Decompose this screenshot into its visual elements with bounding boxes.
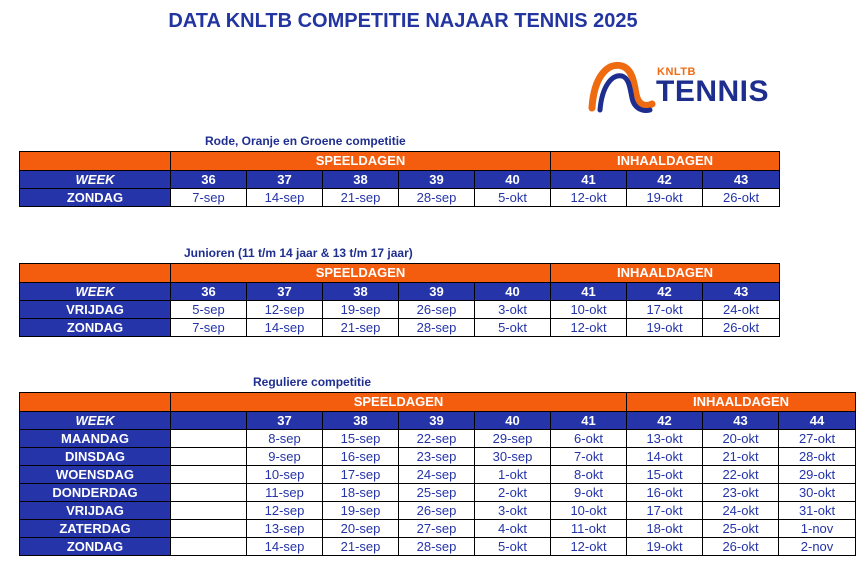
empty-cell bbox=[171, 430, 247, 448]
date-cell: 31-okt bbox=[779, 502, 856, 520]
date-cell: 23-okt bbox=[703, 484, 779, 502]
week-number: 38 bbox=[323, 412, 399, 430]
date-cell: 9-sep bbox=[247, 448, 323, 466]
inhaaldagen-header: INHAALDAGEN bbox=[627, 393, 856, 412]
date-cell: 16-okt bbox=[627, 484, 703, 502]
empty-cell bbox=[171, 520, 247, 538]
date-cell: 21-sep bbox=[323, 319, 399, 337]
date-cell: 13-okt bbox=[627, 430, 703, 448]
page-title: DATA KNLTB COMPETITIE NAJAAR TENNIS 2025 bbox=[168, 10, 638, 32]
date-cell: 18-okt bbox=[627, 520, 703, 538]
date-cell: 5-okt bbox=[475, 538, 551, 556]
table-row bbox=[20, 448, 856, 466]
week-number: 37 bbox=[247, 171, 323, 189]
date-cell: 29-sep bbox=[475, 430, 551, 448]
week-number: 39 bbox=[399, 283, 475, 301]
speeldagen-header: SPEELDAGEN bbox=[171, 393, 627, 412]
date-cell: 7-sep bbox=[171, 189, 247, 207]
date-cell: 28-okt bbox=[779, 448, 856, 466]
day-label: VRIJDAG bbox=[20, 502, 171, 520]
week-number: 38 bbox=[323, 171, 399, 189]
date-cell: 8-okt bbox=[551, 466, 627, 484]
date-cell: 21-okt bbox=[703, 448, 779, 466]
date-cell: 21-sep bbox=[323, 189, 399, 207]
table-row bbox=[20, 319, 780, 337]
date-cell: 26-okt bbox=[703, 319, 780, 337]
header-blank bbox=[20, 264, 171, 283]
header-blank bbox=[20, 152, 171, 171]
week-number: 44 bbox=[779, 412, 856, 430]
date-cell: 17-okt bbox=[627, 301, 703, 319]
inhaaldagen-header: INHAALDAGEN bbox=[551, 152, 780, 171]
date-cell: 22-sep bbox=[399, 430, 475, 448]
week-number: 43 bbox=[703, 283, 780, 301]
day-label: ZONDAG bbox=[20, 319, 171, 337]
date-cell: 12-okt bbox=[551, 319, 627, 337]
date-cell: 24-okt bbox=[703, 301, 780, 319]
day-label: ZONDAG bbox=[20, 189, 171, 207]
day-label: ZONDAG bbox=[20, 538, 171, 556]
date-cell: 14-okt bbox=[627, 448, 703, 466]
week-number: 43 bbox=[703, 171, 780, 189]
empty-cell bbox=[171, 484, 247, 502]
date-cell: 27-sep bbox=[399, 520, 475, 538]
section3-caption: Reguliere competitie bbox=[253, 375, 372, 389]
week-number: 41 bbox=[551, 283, 627, 301]
date-cell: 14-sep bbox=[247, 189, 323, 207]
week-number: 40 bbox=[475, 283, 551, 301]
table-row bbox=[20, 520, 856, 538]
date-cell: 24-okt bbox=[703, 502, 779, 520]
date-cell: 7-okt bbox=[551, 448, 627, 466]
date-cell: 2-okt bbox=[475, 484, 551, 502]
date-cell: 3-okt bbox=[475, 502, 551, 520]
table-row bbox=[20, 430, 856, 448]
date-cell: 5-okt bbox=[475, 189, 551, 207]
date-cell: 26-okt bbox=[703, 538, 779, 556]
date-cell: 30-okt bbox=[779, 484, 856, 502]
inhaaldagen-header: INHAALDAGEN bbox=[551, 264, 780, 283]
date-cell: 12-okt bbox=[551, 189, 627, 207]
week-number: 38 bbox=[323, 283, 399, 301]
section2-table bbox=[19, 263, 780, 337]
week-number: 36 bbox=[171, 283, 247, 301]
date-cell: 13-sep bbox=[247, 520, 323, 538]
week-number: 36 bbox=[171, 171, 247, 189]
date-cell: 1-okt bbox=[475, 466, 551, 484]
day-label: ZATERDAG bbox=[20, 520, 171, 538]
empty-cell bbox=[171, 466, 247, 484]
week-number: 40 bbox=[475, 171, 551, 189]
date-cell: 3-okt bbox=[475, 301, 551, 319]
logo-big-text: TENNIS bbox=[656, 75, 770, 108]
week-label: WEEK bbox=[20, 283, 171, 301]
date-cell: 19-sep bbox=[323, 502, 399, 520]
date-cell: 19-okt bbox=[627, 319, 703, 337]
section3-table bbox=[19, 392, 856, 556]
week-number: 42 bbox=[627, 171, 703, 189]
date-cell: 17-sep bbox=[323, 466, 399, 484]
table-row bbox=[20, 189, 780, 207]
date-cell: 10-okt bbox=[551, 502, 627, 520]
date-cell: 26-sep bbox=[399, 301, 475, 319]
table-row bbox=[20, 466, 856, 484]
date-cell: 15-okt bbox=[627, 466, 703, 484]
date-cell: 28-sep bbox=[399, 538, 475, 556]
date-cell: 25-okt bbox=[703, 520, 779, 538]
date-cell: 10-sep bbox=[247, 466, 323, 484]
empty-cell bbox=[171, 538, 247, 556]
section2-caption: Junioren (11 t/m 14 jaar & 13 t/m 17 jaar) bbox=[184, 246, 413, 260]
date-cell: 15-sep bbox=[323, 430, 399, 448]
day-label: DINSDAG bbox=[20, 448, 171, 466]
logo-swoosh-icon bbox=[586, 56, 656, 116]
header-blank bbox=[20, 393, 171, 412]
week-number: 37 bbox=[247, 412, 323, 430]
date-cell: 8-sep bbox=[247, 430, 323, 448]
speeldagen-header: SPEELDAGEN bbox=[171, 264, 551, 283]
table-row bbox=[20, 301, 780, 319]
week-label: WEEK bbox=[20, 412, 171, 430]
date-cell: 6-okt bbox=[551, 430, 627, 448]
date-cell: 1-nov bbox=[779, 520, 856, 538]
date-cell: 2-nov bbox=[779, 538, 856, 556]
day-label: WOENSDAG bbox=[20, 466, 171, 484]
date-cell: 14-sep bbox=[247, 319, 323, 337]
table-row bbox=[20, 484, 856, 502]
speeldagen-header: SPEELDAGEN bbox=[171, 152, 551, 171]
table-row bbox=[20, 538, 856, 556]
table-row bbox=[20, 502, 856, 520]
week-number: 40 bbox=[475, 412, 551, 430]
date-cell: 23-sep bbox=[399, 448, 475, 466]
date-cell: 12-sep bbox=[247, 502, 323, 520]
empty-cell bbox=[171, 448, 247, 466]
week-number: 41 bbox=[551, 412, 627, 430]
week-number: 42 bbox=[627, 412, 703, 430]
date-cell: 24-sep bbox=[399, 466, 475, 484]
section1-table bbox=[19, 151, 780, 207]
date-cell: 19-sep bbox=[323, 301, 399, 319]
week-number: 39 bbox=[399, 171, 475, 189]
day-label: DONDERDAG bbox=[20, 484, 171, 502]
date-cell: 30-sep bbox=[475, 448, 551, 466]
week-number: 39 bbox=[399, 412, 475, 430]
date-cell: 27-okt bbox=[779, 430, 856, 448]
date-cell: 18-sep bbox=[323, 484, 399, 502]
date-cell: 20-okt bbox=[703, 430, 779, 448]
date-cell: 7-sep bbox=[171, 319, 247, 337]
date-cell: 26-sep bbox=[399, 502, 475, 520]
date-cell: 19-okt bbox=[627, 189, 703, 207]
date-cell: 5-sep bbox=[171, 301, 247, 319]
date-cell: 11-sep bbox=[247, 484, 323, 502]
date-cell: 20-sep bbox=[323, 520, 399, 538]
date-cell: 14-sep bbox=[247, 538, 323, 556]
empty-cell bbox=[171, 502, 247, 520]
date-cell: 4-okt bbox=[475, 520, 551, 538]
week-number: 43 bbox=[703, 412, 779, 430]
week-number: 37 bbox=[247, 283, 323, 301]
date-cell: 19-okt bbox=[627, 538, 703, 556]
date-cell: 5-okt bbox=[475, 319, 551, 337]
date-cell: 12-sep bbox=[247, 301, 323, 319]
date-cell: 12-okt bbox=[551, 538, 627, 556]
date-cell: 25-sep bbox=[399, 484, 475, 502]
date-cell: 11-okt bbox=[551, 520, 627, 538]
date-cell: 9-okt bbox=[551, 484, 627, 502]
date-cell: 28-sep bbox=[399, 319, 475, 337]
week-label: WEEK bbox=[20, 171, 171, 189]
date-cell: 10-okt bbox=[551, 301, 627, 319]
date-cell: 28-sep bbox=[399, 189, 475, 207]
logo-small-text: KNLTB bbox=[657, 66, 696, 78]
section1-caption: Rode, Oranje en Groene competitie bbox=[205, 134, 406, 148]
knltb-tennis-logo bbox=[586, 56, 770, 116]
date-cell: 26-okt bbox=[703, 189, 780, 207]
date-cell: 16-sep bbox=[323, 448, 399, 466]
day-label: VRIJDAG bbox=[20, 301, 171, 319]
week-number bbox=[171, 412, 247, 430]
day-label: MAANDAG bbox=[20, 430, 171, 448]
week-number: 41 bbox=[551, 171, 627, 189]
week-number: 42 bbox=[627, 283, 703, 301]
date-cell: 29-okt bbox=[779, 466, 856, 484]
date-cell: 22-okt bbox=[703, 466, 779, 484]
date-cell: 17-okt bbox=[627, 502, 703, 520]
date-cell: 21-sep bbox=[323, 538, 399, 556]
